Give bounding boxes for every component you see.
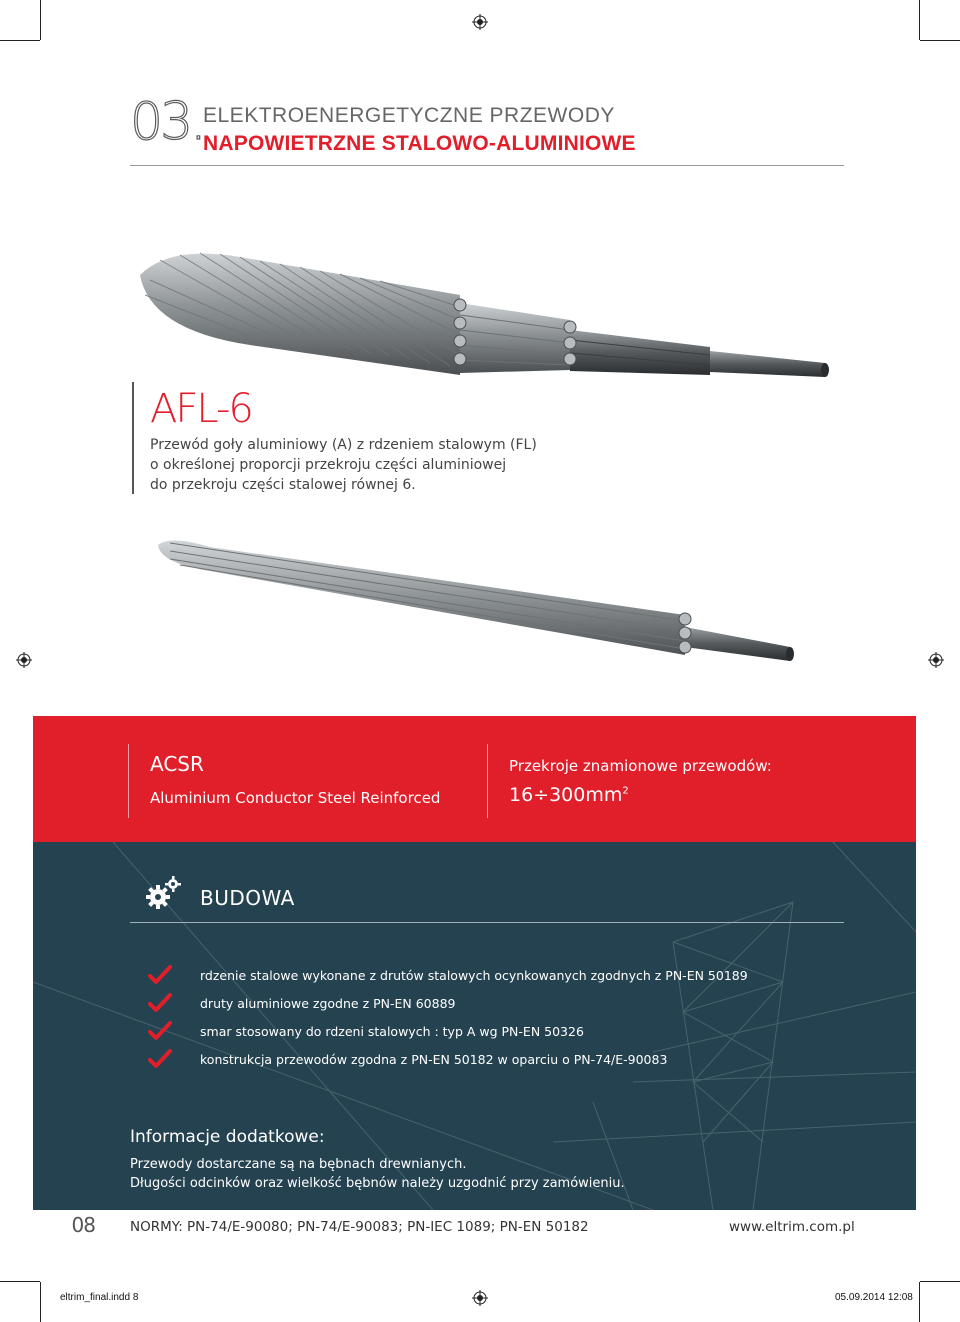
list-item: smar stosowany do rdzeni stalowych : typ A wg PN-EN 50326 xyxy=(200,1024,584,1039)
crop-mark xyxy=(40,1282,41,1322)
registration-mark-icon xyxy=(16,652,32,668)
section-title-line1: ELEKTROENERGETYCZNE PRZEWODY xyxy=(203,104,615,127)
list-item: druty aluminiowe zgodne z PN-EN 60889 xyxy=(200,996,456,1011)
header-divider xyxy=(130,165,844,166)
sections-value-unit-exponent: 2 xyxy=(622,785,629,797)
crop-mark xyxy=(0,1281,40,1282)
budowa-title: BUDOWA xyxy=(200,886,295,910)
product-description-line: do przekroju części stalowej równej 6. xyxy=(150,477,416,493)
crop-mark xyxy=(40,0,41,40)
list-item: rdzenie stalowe wykonane z drutów stalowych ocynkowanych zgodnych z PN-EN 50189 xyxy=(200,968,748,983)
budowa-divider xyxy=(130,922,844,923)
info-line: Przewody dostarczane są na bębnach drewnianych. xyxy=(130,1157,467,1172)
timestamp: 05.09.2014 12:08 xyxy=(835,1292,913,1303)
crop-mark xyxy=(920,40,960,41)
check-icon xyxy=(148,1021,172,1041)
check-icon xyxy=(148,965,172,985)
norms-line: NORMY: PN-74/E-90080; PN-74/E-90083; PN-IEC 1089; PN-EN 50182 xyxy=(130,1219,589,1235)
product-description-line: o określonej proporcji przekroju części aluminiowej xyxy=(150,457,507,473)
acsr-banner xyxy=(33,716,916,842)
registration-mark-icon xyxy=(472,14,488,30)
gears-icon xyxy=(145,874,183,912)
product-name: AFL-6 xyxy=(150,386,252,432)
cable-image-steel-core xyxy=(150,535,850,675)
crop-mark xyxy=(919,1282,920,1322)
afl-accent-bar xyxy=(132,382,134,494)
crop-mark xyxy=(919,0,920,40)
page-number-box xyxy=(33,1210,103,1242)
check-icon xyxy=(148,993,172,1013)
info-title: Informacje dodatkowe: xyxy=(130,1127,325,1147)
section-title-line2: NAPOWIETRZNE STALOWO-ALUMINIOWE xyxy=(203,132,636,155)
sections-label: Przekroje znamionowe przewodów: xyxy=(509,757,772,775)
banner-divider xyxy=(487,744,488,818)
banner-divider xyxy=(128,744,129,818)
cable-image-stranded xyxy=(130,235,840,405)
product-description-line: Przewód goły aluminiowy (A) z rdzeniem stalowym (FL) xyxy=(150,437,537,453)
sections-value xyxy=(509,784,629,806)
page-number: 08 xyxy=(71,1213,95,1237)
registration-mark-icon xyxy=(472,1290,488,1306)
acsr-subtitle: Aluminium Conductor Steel Reinforced xyxy=(150,789,441,807)
acsr-title: ACSR xyxy=(150,752,204,776)
file-info: eltrim_final.indd 8 xyxy=(60,1292,139,1303)
crop-mark xyxy=(920,1281,960,1282)
check-icon xyxy=(148,1049,172,1069)
list-item: konstrukcja przewodów zgodna z PN-EN 50182 w oparciu o PN-74/E-90083 xyxy=(200,1052,668,1067)
website-link[interactable]: www.eltrim.com.pl xyxy=(729,1219,855,1235)
crop-mark xyxy=(0,40,40,41)
sections-value-text: 16÷300mm xyxy=(509,784,623,806)
info-line: Długości odcinków oraz wielkość bębnów należy uzgodnić przy zamówieniu. xyxy=(130,1176,625,1191)
section-number: 03. xyxy=(130,92,204,152)
registration-mark-icon xyxy=(928,652,944,668)
